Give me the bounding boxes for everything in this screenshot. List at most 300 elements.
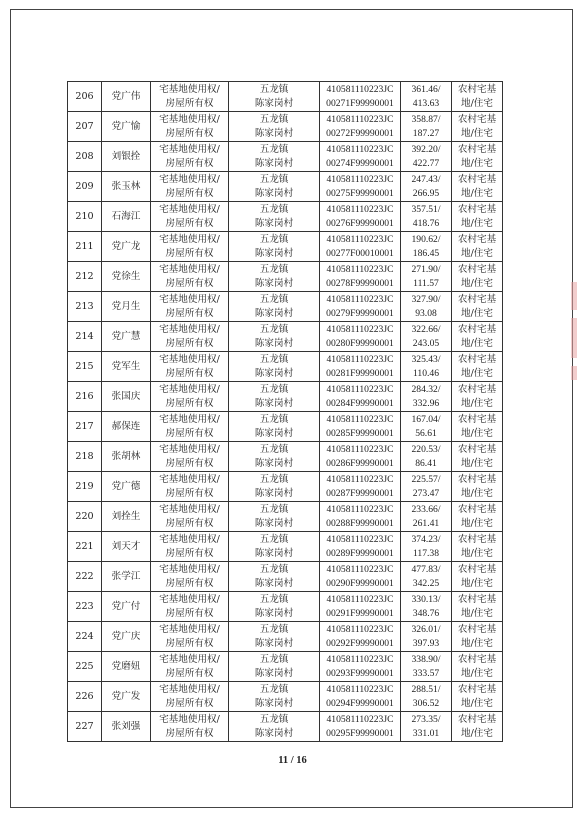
certificate-code-cell <box>320 592 401 622</box>
usage-text: 地/住宅 <box>460 337 493 349</box>
location-text: 五龙镇 <box>259 113 289 125</box>
location-cell <box>229 202 320 232</box>
location-text: 五龙镇 <box>259 683 289 695</box>
location-text: 陈家岗村 <box>254 367 294 379</box>
row-number-text: 222 <box>75 570 94 582</box>
seal-fragment <box>571 366 577 380</box>
right-type-text: 宅基地使用权/ <box>159 143 220 155</box>
usage-cell <box>452 82 503 112</box>
usage-text: 地/住宅 <box>460 637 493 649</box>
usage-text: 地/住宅 <box>460 517 493 529</box>
right-type-text: 宅基地使用权/ <box>159 473 220 485</box>
location-cell <box>229 622 320 652</box>
right-type-text: 房屋所有权 <box>165 637 214 649</box>
usage-cell <box>452 562 503 592</box>
certificate-code-text: 00281F99990001 <box>326 367 394 379</box>
area-cell <box>401 82 452 112</box>
row-number-text: 221 <box>75 540 94 552</box>
certificate-code-text: 00286F99990001 <box>326 457 394 469</box>
area-text: 110.46 <box>412 367 440 379</box>
owner-name-cell <box>102 652 151 682</box>
location-text: 陈家岗村 <box>254 247 294 259</box>
location-cell <box>229 172 320 202</box>
location-text: 陈家岗村 <box>254 337 294 349</box>
usage-cell <box>452 232 503 262</box>
table-row <box>68 622 503 652</box>
owner-name-cell <box>102 262 151 292</box>
certificate-code-cell <box>320 562 401 592</box>
area-text: 348.76 <box>412 607 440 619</box>
usage-text: 地/住宅 <box>460 607 493 619</box>
certificate-code-cell <box>320 652 401 682</box>
table-row <box>68 472 503 502</box>
right-type-cell <box>151 82 229 112</box>
owner-name-text: 张玉林 <box>111 180 141 192</box>
row-number-cell <box>68 202 102 232</box>
certificate-code-text: 00275F99990001 <box>326 187 394 199</box>
area-text: 247.43/ <box>411 173 441 185</box>
location-text: 陈家岗村 <box>254 487 294 499</box>
certificate-code-text: 00290F99990001 <box>326 577 394 589</box>
area-cell <box>401 442 452 472</box>
right-type-cell <box>151 412 229 442</box>
usage-cell <box>452 682 503 712</box>
owner-name-text: 党广德 <box>111 480 141 492</box>
location-cell <box>229 562 320 592</box>
location-cell <box>229 232 320 262</box>
row-number-cell <box>68 232 102 262</box>
table-row <box>68 262 503 292</box>
certificate-code-cell <box>320 442 401 472</box>
usage-text: 地/住宅 <box>460 577 493 589</box>
right-type-cell <box>151 472 229 502</box>
row-number-cell <box>68 352 102 382</box>
certificate-code-text: 00295F99990001 <box>326 727 394 739</box>
usage-text: 地/住宅 <box>460 457 493 469</box>
row-number-text: 209 <box>75 180 94 192</box>
area-text: 477.83/ <box>411 563 441 575</box>
area-text: 392.20/ <box>411 143 441 155</box>
area-text: 342.25 <box>412 577 440 589</box>
right-type-text: 房屋所有权 <box>165 697 214 709</box>
owner-name-cell <box>102 322 151 352</box>
area-text: 288.51/ <box>411 683 441 695</box>
location-cell <box>229 112 320 142</box>
usage-text: 地/住宅 <box>460 307 493 319</box>
usage-text: 地/住宅 <box>460 697 493 709</box>
right-type-text: 宅基地使用权/ <box>159 713 220 725</box>
area-text: 418.76 <box>412 217 440 229</box>
area-text: 338.90/ <box>411 653 441 665</box>
area-text: 261.41 <box>412 517 440 529</box>
location-text: 陈家岗村 <box>254 427 294 439</box>
right-type-text: 宅基地使用权/ <box>159 203 220 215</box>
certificate-code-cell <box>320 172 401 202</box>
area-text: 111.57 <box>413 277 439 289</box>
certificate-code-cell <box>320 202 401 232</box>
right-type-text: 房屋所有权 <box>165 727 214 739</box>
row-number-cell <box>68 292 102 322</box>
row-number-cell <box>68 532 102 562</box>
table-row <box>68 112 503 142</box>
seal-fragment <box>571 318 577 358</box>
table-row <box>68 592 503 622</box>
location-cell <box>229 652 320 682</box>
right-type-text: 房屋所有权 <box>165 337 214 349</box>
certificate-code-cell <box>320 82 401 112</box>
location-text: 五龙镇 <box>259 293 289 305</box>
location-cell <box>229 322 320 352</box>
area-text: 374.23/ <box>411 533 441 545</box>
area-text: 273.35/ <box>411 713 441 725</box>
certificate-code-text: 410581110223JC <box>326 353 394 365</box>
right-type-cell <box>151 322 229 352</box>
location-cell <box>229 712 320 742</box>
area-cell <box>401 472 452 502</box>
right-type-text: 宅基地使用权/ <box>159 413 220 425</box>
usage-text: 农村宅基 <box>457 623 497 635</box>
location-cell <box>229 502 320 532</box>
area-text: 266.95 <box>412 187 440 199</box>
certificate-code-text: 00284F99990001 <box>326 397 394 409</box>
row-number-text: 208 <box>75 150 94 162</box>
owner-name-text: 张胡林 <box>111 450 141 462</box>
location-cell <box>229 82 320 112</box>
usage-text: 农村宅基 <box>457 263 497 275</box>
area-text: 332.96 <box>412 397 440 409</box>
location-cell <box>229 532 320 562</box>
usage-cell <box>452 622 503 652</box>
location-text: 五龙镇 <box>259 353 289 365</box>
location-text: 五龙镇 <box>259 713 289 725</box>
owner-name-text: 党广伟 <box>111 90 141 102</box>
table-row <box>68 442 503 472</box>
location-text: 陈家岗村 <box>254 457 294 469</box>
certificate-code-cell <box>320 322 401 352</box>
row-number-cell <box>68 592 102 622</box>
row-number-cell <box>68 562 102 592</box>
location-cell <box>229 682 320 712</box>
right-type-text: 宅基地使用权/ <box>159 353 220 365</box>
right-type-text: 房屋所有权 <box>165 157 214 169</box>
right-type-text: 房屋所有权 <box>165 187 214 199</box>
usage-text: 农村宅基 <box>457 563 497 575</box>
location-text: 五龙镇 <box>259 653 289 665</box>
owner-name-cell <box>102 82 151 112</box>
owner-name-cell <box>102 712 151 742</box>
certificate-code-text: 00285F99990001 <box>326 427 394 439</box>
table-row <box>68 322 503 352</box>
area-text: 243.05 <box>412 337 440 349</box>
usage-text: 农村宅基 <box>457 113 497 125</box>
location-cell <box>229 142 320 172</box>
right-type-text: 房屋所有权 <box>165 547 214 559</box>
certificate-code-text: 00291F99990001 <box>326 607 394 619</box>
location-cell <box>229 472 320 502</box>
usage-cell <box>452 442 503 472</box>
owner-name-text: 党磨妞 <box>111 660 141 672</box>
usage-text: 地/住宅 <box>460 127 493 139</box>
usage-text: 农村宅基 <box>457 683 497 695</box>
owner-name-text: 张刘强 <box>111 720 141 732</box>
table-row <box>68 142 503 172</box>
area-text: 233.66/ <box>411 503 441 515</box>
owner-name-text: 党徐生 <box>111 270 141 282</box>
area-text: 327.90/ <box>411 293 441 305</box>
owner-name-cell <box>102 172 151 202</box>
right-type-cell <box>151 592 229 622</box>
row-number-text: 217 <box>75 420 94 432</box>
row-number-text: 212 <box>75 270 94 282</box>
area-cell <box>401 562 452 592</box>
usage-cell <box>452 292 503 322</box>
right-type-cell <box>151 712 229 742</box>
owner-name-cell <box>102 622 151 652</box>
area-text: 93.08 <box>415 307 437 319</box>
usage-text: 地/住宅 <box>460 427 493 439</box>
location-cell <box>229 382 320 412</box>
owner-name-text: 党月生 <box>111 300 141 312</box>
right-type-cell <box>151 622 229 652</box>
usage-text: 地/住宅 <box>460 247 493 259</box>
area-text: 284.32/ <box>411 383 441 395</box>
location-text: 五龙镇 <box>259 413 289 425</box>
location-text: 陈家岗村 <box>254 547 294 559</box>
right-type-text: 宅基地使用权/ <box>159 623 220 635</box>
right-type-text: 宅基地使用权/ <box>159 503 220 515</box>
usage-text: 农村宅基 <box>457 713 497 725</box>
area-text: 422.77 <box>412 157 440 169</box>
area-text: 271.90/ <box>411 263 441 275</box>
row-number-text: 207 <box>75 120 94 132</box>
row-number-cell <box>68 682 102 712</box>
right-type-cell <box>151 172 229 202</box>
usage-text: 农村宅基 <box>457 83 497 95</box>
location-text: 陈家岗村 <box>254 397 294 409</box>
right-type-text: 宅基地使用权/ <box>159 443 220 455</box>
right-type-text: 房屋所有权 <box>165 457 214 469</box>
right-type-text: 宅基地使用权/ <box>159 383 220 395</box>
table-row <box>68 532 503 562</box>
right-type-cell <box>151 682 229 712</box>
certificate-code-text: 00292F99990001 <box>326 637 394 649</box>
owner-name-text: 党广付 <box>111 600 141 612</box>
table-row <box>68 652 503 682</box>
location-cell <box>229 262 320 292</box>
registration-table-body <box>68 82 503 742</box>
table-row <box>68 172 503 202</box>
usage-text: 地/住宅 <box>460 97 493 109</box>
row-number-text: 218 <box>75 450 94 462</box>
usage-text: 农村宅基 <box>457 233 497 245</box>
right-type-cell <box>151 202 229 232</box>
owner-name-cell <box>102 412 151 442</box>
certificate-code-text: 00277F00010001 <box>326 247 394 259</box>
location-text: 陈家岗村 <box>254 157 294 169</box>
row-number-cell <box>68 472 102 502</box>
area-cell <box>401 262 452 292</box>
owner-name-text: 党广龙 <box>111 240 141 252</box>
area-text: 117.38 <box>412 547 440 559</box>
right-type-text: 房屋所有权 <box>165 397 214 409</box>
certificate-code-cell <box>320 712 401 742</box>
usage-text: 农村宅基 <box>457 533 497 545</box>
table-row <box>68 412 503 442</box>
right-type-text: 房屋所有权 <box>165 277 214 289</box>
location-text: 陈家岗村 <box>254 637 294 649</box>
area-cell <box>401 412 452 442</box>
certificate-code-text: 00288F99990001 <box>326 517 394 529</box>
owner-name-text: 党广发 <box>111 690 141 702</box>
location-text: 陈家岗村 <box>254 277 294 289</box>
right-type-text: 房屋所有权 <box>165 517 214 529</box>
location-text: 五龙镇 <box>259 563 289 575</box>
right-type-text: 宅基地使用权/ <box>159 233 220 245</box>
location-text: 陈家岗村 <box>254 607 294 619</box>
row-number-cell <box>68 322 102 352</box>
certificate-code-text: 410581110223JC <box>326 203 394 215</box>
usage-cell <box>452 142 503 172</box>
right-type-cell <box>151 112 229 142</box>
row-number-cell <box>68 652 102 682</box>
seal-fragment <box>571 282 577 310</box>
usage-text: 地/住宅 <box>460 157 493 169</box>
location-cell <box>229 352 320 382</box>
location-text: 五龙镇 <box>259 443 289 455</box>
right-type-text: 宅基地使用权/ <box>159 323 220 335</box>
location-cell <box>229 412 320 442</box>
right-type-text: 宅基地使用权/ <box>159 593 220 605</box>
area-cell <box>401 202 452 232</box>
usage-text: 农村宅基 <box>457 293 497 305</box>
certificate-code-text: 410581110223JC <box>326 563 394 575</box>
usage-cell <box>452 352 503 382</box>
right-type-cell <box>151 352 229 382</box>
location-text: 陈家岗村 <box>254 667 294 679</box>
owner-name-cell <box>102 382 151 412</box>
row-number-cell <box>68 262 102 292</box>
certificate-code-text: 410581110223JC <box>326 113 394 125</box>
area-text: 56.61 <box>415 427 437 439</box>
area-cell <box>401 592 452 622</box>
area-cell <box>401 142 452 172</box>
usage-text: 地/住宅 <box>460 727 493 739</box>
certificate-code-cell <box>320 292 401 322</box>
usage-text: 农村宅基 <box>457 353 497 365</box>
certificate-code-text: 00272F99990001 <box>326 127 394 139</box>
usage-cell <box>452 412 503 442</box>
row-number-text: 227 <box>75 720 94 732</box>
usage-text: 农村宅基 <box>457 413 497 425</box>
right-type-text: 宅基地使用权/ <box>159 263 220 275</box>
area-text: 333.57 <box>412 667 440 679</box>
table-row <box>68 82 503 112</box>
usage-text: 农村宅基 <box>457 143 497 155</box>
right-type-cell <box>151 502 229 532</box>
location-text: 陈家岗村 <box>254 127 294 139</box>
usage-text: 农村宅基 <box>457 203 497 215</box>
certificate-code-text: 00294F99990001 <box>326 697 394 709</box>
usage-cell <box>452 172 503 202</box>
area-text: 397.93 <box>412 637 440 649</box>
certificate-code-text: 410581110223JC <box>326 413 394 425</box>
row-number-text: 219 <box>75 480 94 492</box>
certificate-code-cell <box>320 472 401 502</box>
area-text: 358.87/ <box>411 113 441 125</box>
right-type-text: 宅基地使用权/ <box>159 563 220 575</box>
certificate-code-text: 00278F99990001 <box>326 277 394 289</box>
certificate-code-text: 00287F99990001 <box>326 487 394 499</box>
usage-cell <box>452 712 503 742</box>
row-number-text: 214 <box>75 330 94 342</box>
row-number-cell <box>68 382 102 412</box>
usage-text: 地/住宅 <box>460 277 493 289</box>
right-type-cell <box>151 442 229 472</box>
right-type-text: 房屋所有权 <box>165 367 214 379</box>
table-row <box>68 202 503 232</box>
right-type-text: 宅基地使用权/ <box>159 293 220 305</box>
usage-text: 农村宅基 <box>457 473 497 485</box>
row-number-text: 224 <box>75 630 94 642</box>
owner-name-text: 党广庆 <box>111 630 141 642</box>
location-text: 五龙镇 <box>259 203 289 215</box>
certificate-code-cell <box>320 532 401 562</box>
location-cell <box>229 292 320 322</box>
certificate-code-text: 410581110223JC <box>326 653 394 665</box>
owner-name-cell <box>102 472 151 502</box>
owner-name-text: 郝保连 <box>111 420 141 432</box>
right-type-cell <box>151 232 229 262</box>
usage-cell <box>452 382 503 412</box>
row-number-cell <box>68 622 102 652</box>
area-cell <box>401 382 452 412</box>
right-type-text: 房屋所有权 <box>165 607 214 619</box>
area-cell <box>401 112 452 142</box>
right-type-text: 宅基地使用权/ <box>159 113 220 125</box>
location-text: 五龙镇 <box>259 533 289 545</box>
certificate-code-text: 00276F99990001 <box>326 217 394 229</box>
usage-cell <box>452 472 503 502</box>
certificate-code-text: 410581110223JC <box>326 293 394 305</box>
row-number-text: 223 <box>75 600 94 612</box>
certificate-code-text: 410581110223JC <box>326 383 394 395</box>
location-text: 五龙镇 <box>259 143 289 155</box>
area-text: 331.01 <box>412 727 440 739</box>
right-type-cell <box>151 532 229 562</box>
usage-text: 地/住宅 <box>460 397 493 409</box>
area-text: 186.45 <box>412 247 440 259</box>
area-text: 322.66/ <box>411 323 441 335</box>
right-type-text: 房屋所有权 <box>165 307 214 319</box>
owner-name-text: 党军生 <box>111 360 141 372</box>
location-text: 陈家岗村 <box>254 97 294 109</box>
location-text: 陈家岗村 <box>254 187 294 199</box>
right-type-cell <box>151 262 229 292</box>
certificate-code-text: 410581110223JC <box>326 323 394 335</box>
owner-name-cell <box>102 532 151 562</box>
owner-name-cell <box>102 682 151 712</box>
area-text: 86.41 <box>415 457 437 469</box>
right-type-text: 宅基地使用权/ <box>159 83 220 95</box>
row-number-text: 220 <box>75 510 94 522</box>
usage-text: 农村宅基 <box>457 173 497 185</box>
usage-cell <box>452 262 503 292</box>
usage-cell <box>452 532 503 562</box>
row-number-cell <box>68 82 102 112</box>
certificate-code-text: 410581110223JC <box>326 233 394 245</box>
row-number-text: 213 <box>75 300 94 312</box>
certificate-code-cell <box>320 112 401 142</box>
